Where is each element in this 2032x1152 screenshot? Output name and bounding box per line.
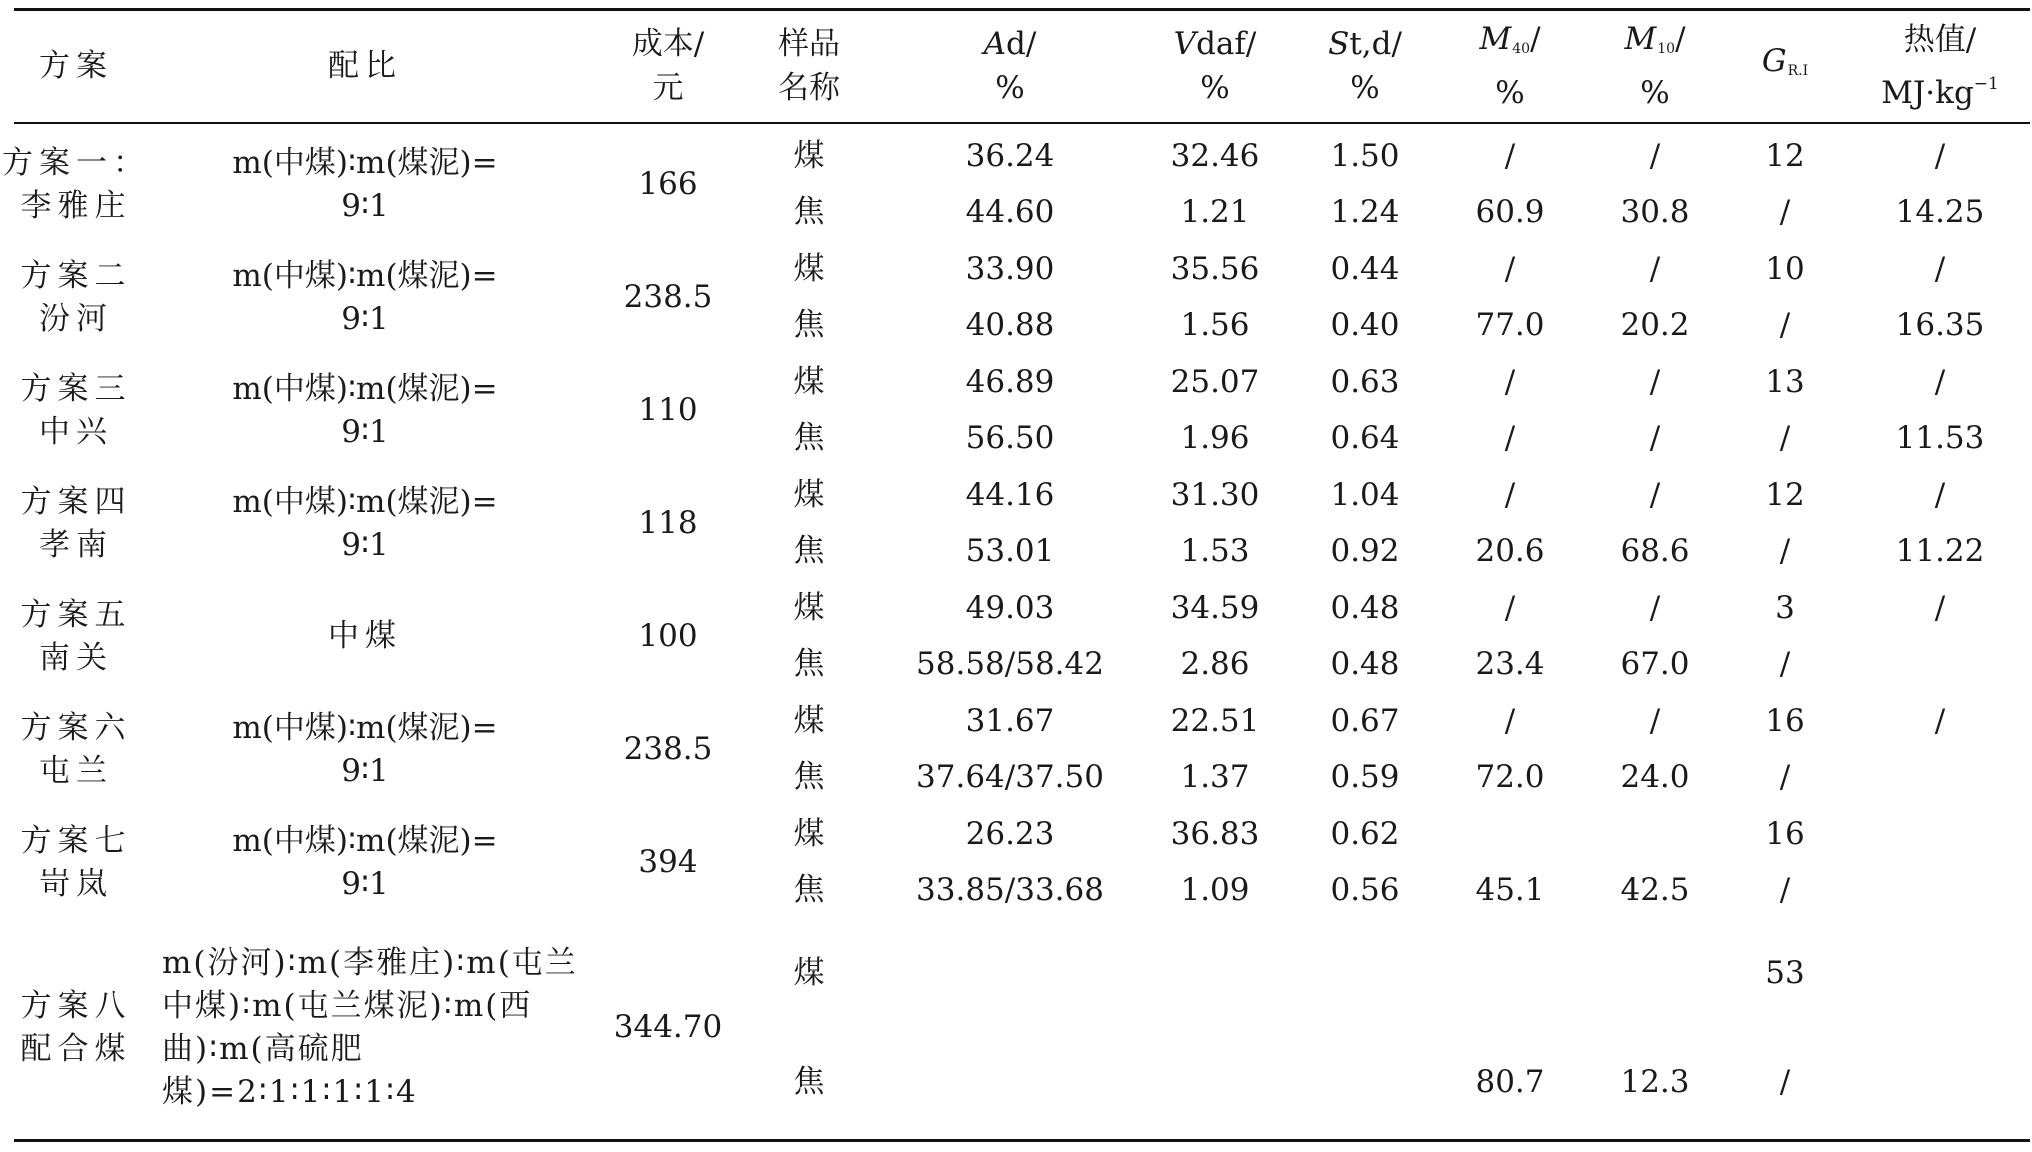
header-cost: 成本/元 — [631, 26, 705, 106]
plan-name: 方案六 屯兰 — [20, 709, 132, 789]
mix-ratio: 中煤 — [328, 618, 402, 654]
gri-value: / — [1779, 533, 1791, 570]
header-m40: $M_{40}/$ % — [1479, 21, 1541, 111]
ad-value: 26.23 — [965, 815, 1055, 852]
m40-value: 20.6 — [1475, 533, 1545, 570]
ad-value: 37.64/37.50 — [916, 759, 1104, 796]
std-value — [1300, 919, 1430, 1027]
gri-value: / — [1779, 307, 1791, 344]
sample-name: 煤 — [793, 815, 825, 852]
vdaf-value — [1140, 919, 1290, 1027]
m40-value: 72.0 — [1475, 759, 1545, 796]
sample-name: 煤 — [793, 702, 825, 739]
cost-value: 238.5 — [623, 731, 713, 767]
ad-value: 44.16 — [965, 476, 1055, 513]
mix-ratio: m(中煤)∶m(煤泥)= 9∶1 — [232, 144, 498, 224]
sample-name: 焦 — [793, 194, 825, 231]
m40-value: / — [1504, 420, 1516, 457]
header-plan: 方案 — [39, 48, 113, 84]
plan-name: 方案四 孝南 — [20, 483, 132, 563]
heat-value: 11.22 — [1895, 533, 1985, 570]
m40-value: / — [1504, 137, 1516, 174]
sample-name: 焦 — [793, 420, 825, 457]
ad-value: 40.88 — [965, 307, 1055, 344]
sample-name: 煤 — [793, 363, 825, 400]
std-value: 0.56 — [1330, 872, 1400, 909]
sample-name: 焦 — [793, 759, 825, 796]
vdaf-value: 22.51 — [1170, 702, 1260, 739]
ad-value: 33.90 — [965, 250, 1055, 287]
ad-value: 58.58/58.42 — [916, 646, 1104, 683]
ad-value: 49.03 — [965, 589, 1055, 626]
heat-value — [1850, 1028, 2030, 1136]
table-bottom-rule — [14, 1139, 2030, 1142]
std-value: 0.64 — [1330, 420, 1400, 457]
m40-value — [1440, 806, 1580, 863]
mix-ratio: m(中煤)∶m(煤泥)= 9∶1 — [232, 370, 498, 450]
std-value: 1.04 — [1330, 476, 1400, 513]
vdaf-value: 1.37 — [1180, 759, 1250, 796]
plan-name: 方案二 汾河 — [20, 257, 132, 337]
heat-value: / — [1934, 702, 1946, 739]
header-vdaf: Vdaf/ % — [1173, 26, 1257, 106]
vdaf-value: 1.96 — [1180, 420, 1250, 457]
heat-value: / — [1934, 363, 1946, 400]
vdaf-value: 35.56 — [1170, 250, 1260, 287]
sample-name: 焦 — [793, 307, 825, 344]
gri-value: / — [1779, 1063, 1791, 1100]
ad-value: 53.01 — [965, 533, 1055, 570]
gri-value: 13 — [1765, 363, 1805, 400]
m10-value: 20.2 — [1620, 307, 1690, 344]
heat-value — [1850, 863, 2030, 920]
m10-value: / — [1649, 137, 1661, 174]
cost-value: 394 — [638, 844, 698, 880]
m40-value: 60.9 — [1475, 194, 1545, 231]
std-value: 0.62 — [1330, 815, 1400, 852]
m40-value — [1440, 919, 1580, 1027]
cost-value: 100 — [638, 618, 698, 654]
cost-value: 166 — [638, 166, 698, 202]
cost-value: 344.70 — [613, 1009, 723, 1045]
m40-value: / — [1504, 363, 1516, 400]
std-value — [1300, 1028, 1430, 1136]
sample-name: 煤 — [793, 137, 825, 174]
m10-value: 24.0 — [1620, 759, 1690, 796]
vdaf-value: 32.46 — [1170, 137, 1260, 174]
mix-ratio: m(汾河)∶m(李雅庄)∶m(屯兰中煤)∶m(屯兰煤泥)∶m(西曲)∶m(高硫肥煤)=2∶1∶1∶1∶1∶4 — [162, 944, 578, 1110]
gri-value: / — [1779, 420, 1791, 457]
vdaf-value: 1.21 — [1180, 194, 1250, 231]
gri-value: 3 — [1775, 589, 1795, 626]
m10-value: / — [1649, 250, 1661, 287]
gri-value: 12 — [1765, 137, 1805, 174]
std-value: 1.50 — [1330, 137, 1400, 174]
vdaf-value: 2.86 — [1180, 646, 1250, 683]
m40-value: / — [1504, 476, 1516, 513]
m10-value: / — [1649, 702, 1661, 739]
sample-name: 煤 — [793, 476, 825, 513]
sample-name: 焦 — [793, 646, 825, 683]
sample-name: 煤 — [793, 589, 825, 626]
vdaf-value: 31.30 — [1170, 476, 1260, 513]
std-value: 0.40 — [1330, 307, 1400, 344]
sample-name: 焦 — [793, 533, 825, 570]
sample-name: 焦 — [793, 872, 825, 909]
mix-ratio: m(中煤)∶m(煤泥)= 9∶1 — [232, 257, 498, 337]
std-value: 0.48 — [1330, 589, 1400, 626]
plan-name: 方案三 中兴 — [20, 370, 132, 450]
m10-value: 30.8 — [1620, 194, 1690, 231]
std-value: 0.59 — [1330, 759, 1400, 796]
std-value: 0.48 — [1330, 646, 1400, 683]
header-std: St,d/ % — [1328, 26, 1402, 106]
ad-value: 33.85/33.68 — [916, 872, 1104, 909]
heat-value: 11.53 — [1895, 420, 1985, 457]
m10-value: / — [1649, 589, 1661, 626]
m10-value: 67.0 — [1620, 646, 1690, 683]
table-header-rule — [14, 122, 2030, 124]
m40-value: 23.4 — [1475, 646, 1545, 683]
std-value: 0.67 — [1330, 702, 1400, 739]
m10-value — [1590, 806, 1720, 863]
gri-value: 53 — [1765, 954, 1805, 991]
heat-value — [1850, 637, 2030, 694]
m40-value: 45.1 — [1475, 872, 1545, 909]
cost-value: 238.5 — [623, 279, 713, 315]
gri-value: 16 — [1765, 702, 1805, 739]
gri-value: / — [1779, 872, 1791, 909]
ad-value: 36.24 — [965, 137, 1055, 174]
ad-value: 31.67 — [965, 702, 1055, 739]
mix-ratio: m(中煤)∶m(煤泥)= 9∶1 — [232, 709, 498, 789]
heat-value: 16.35 — [1895, 307, 1985, 344]
plan-name: 方案七 岢岚 — [20, 822, 132, 902]
gri-value: / — [1779, 194, 1791, 231]
heat-value — [1850, 919, 2030, 1027]
std-value: 0.44 — [1330, 250, 1400, 287]
m10-value: / — [1649, 420, 1661, 457]
vdaf-value: 36.83 — [1170, 815, 1260, 852]
heat-value: / — [1934, 137, 1946, 174]
vdaf-value — [1140, 1028, 1290, 1136]
header-heat: 热值/ $MJ\cdot kg^{-1}$ — [1881, 21, 1999, 111]
heat-value — [1850, 750, 2030, 807]
plan-name: 方案五 南关 — [20, 596, 132, 676]
ad-value — [900, 1028, 1120, 1136]
sample-name: 煤 — [793, 954, 825, 991]
header-ratio: 配比 — [328, 48, 402, 84]
m10-value: / — [1649, 476, 1661, 513]
vdaf-value: 25.07 — [1170, 363, 1260, 400]
m10-value: 12.3 — [1620, 1063, 1690, 1100]
cost-value: 118 — [638, 505, 698, 541]
m10-value: 42.5 — [1620, 872, 1690, 909]
header-ad: Ad/ % — [983, 26, 1037, 106]
m10-value: 68.6 — [1620, 533, 1690, 570]
cost-value: 110 — [638, 392, 698, 428]
gri-value: / — [1779, 759, 1791, 796]
m40-value: 80.7 — [1475, 1063, 1545, 1100]
ad-value: 44.60 — [965, 194, 1055, 231]
vdaf-value: 1.09 — [1180, 872, 1250, 909]
m40-value: / — [1504, 589, 1516, 626]
mix-ratio: m(中煤)∶m(煤泥)= 9∶1 — [232, 483, 498, 563]
ad-value: 56.50 — [965, 420, 1055, 457]
heat-value — [1850, 806, 2030, 863]
heat-value: / — [1934, 589, 1946, 626]
plan-name: 方案八 配合煤 — [20, 987, 132, 1067]
vdaf-value: 1.56 — [1180, 307, 1250, 344]
std-value: 1.24 — [1330, 194, 1400, 231]
std-value: 0.63 — [1330, 363, 1400, 400]
gri-value: 10 — [1765, 250, 1805, 287]
header-gri: $G_{R.I}$ — [1761, 43, 1809, 79]
sample-name: 焦 — [793, 1063, 825, 1100]
header-sample: 样品名称 — [778, 26, 840, 106]
gri-value: 12 — [1765, 476, 1805, 513]
m40-value: 77.0 — [1475, 307, 1545, 344]
heat-value: 14.25 — [1895, 194, 1985, 231]
ad-value: 46.89 — [965, 363, 1055, 400]
table-top-rule — [14, 8, 2030, 11]
vdaf-value: 34.59 — [1170, 589, 1260, 626]
header-m10: $M_{10}/$ % — [1624, 21, 1686, 111]
heat-value: / — [1934, 250, 1946, 287]
m40-value: / — [1504, 702, 1516, 739]
gri-value: 16 — [1765, 815, 1805, 852]
ad-value — [900, 919, 1120, 1027]
m40-value: / — [1504, 250, 1516, 287]
gri-value: / — [1779, 646, 1791, 683]
std-value: 0.92 — [1330, 533, 1400, 570]
plan-name: 方案一： 李雅庄 — [2, 144, 150, 224]
m10-value: / — [1649, 363, 1661, 400]
mix-ratio: m(中煤)∶m(煤泥)= 9∶1 — [232, 822, 498, 902]
m10-value — [1590, 919, 1720, 1027]
vdaf-value: 1.53 — [1180, 533, 1250, 570]
heat-value: / — [1934, 476, 1946, 513]
sample-name: 煤 — [793, 250, 825, 287]
